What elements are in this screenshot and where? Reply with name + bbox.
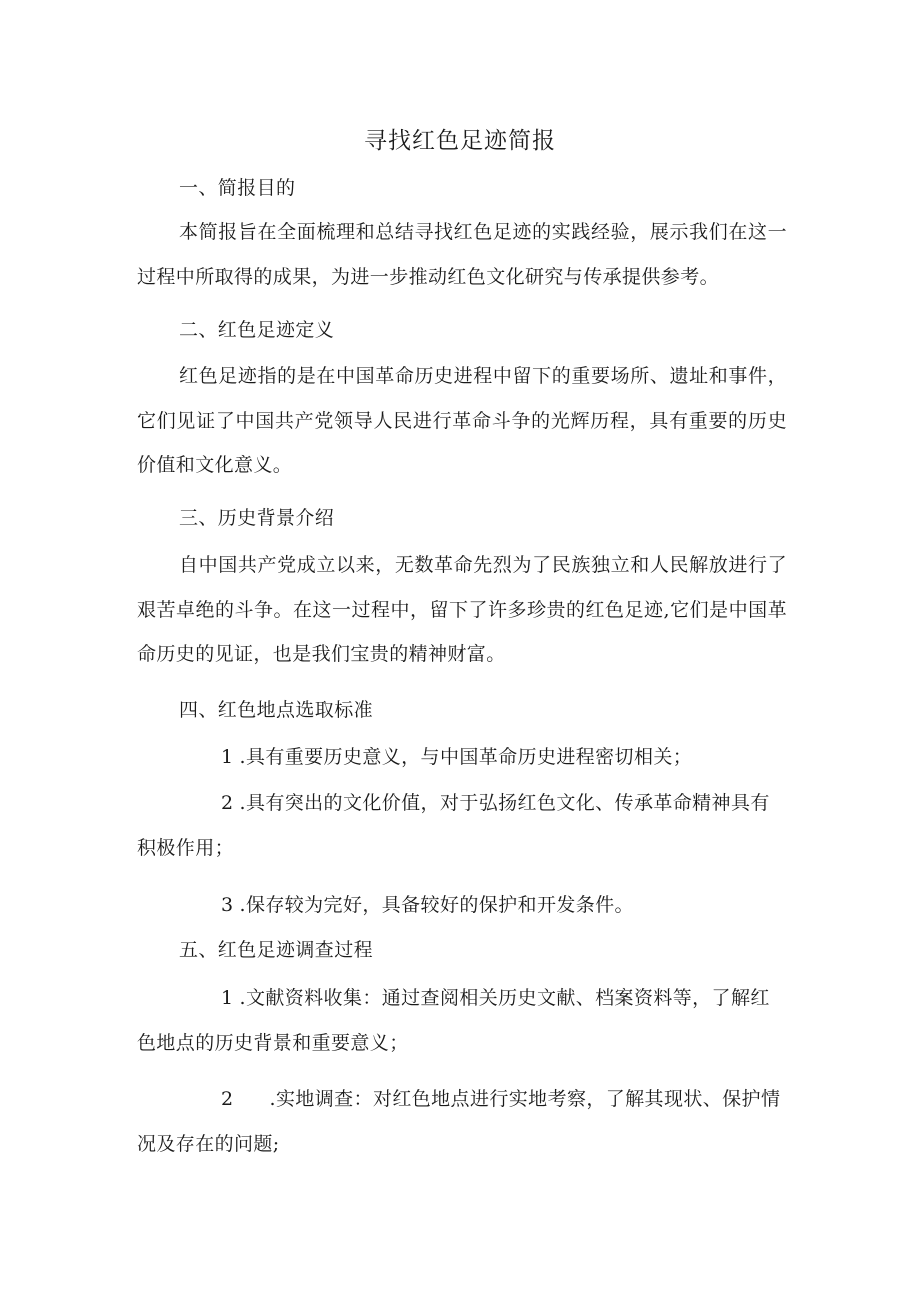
- list-item-number: 3: [221, 894, 234, 916]
- list-item-text: .保存较为完好，具备较好的保护和开发条件。: [239, 894, 634, 916]
- section-paragraph-background: 自中国共产党成立以来，无数革命先烈为了民族独立和人民解放进行了艰苦卓绝的斗争。在这一过程中，留下了许多珍贵的红色足迹,它们是中国革命历史的见证，也是我们宝贵的精神财富。: [137, 554, 787, 665]
- list-item: [137, 883, 787, 928]
- list-item-number: 2: [221, 1088, 234, 1110]
- list-item: [137, 976, 787, 1065]
- document-title: 寻找红色足迹简报: [364, 128, 556, 154]
- list-item: [137, 1077, 787, 1166]
- list-item: [137, 735, 787, 780]
- section-heading-investigation: 五、红色足迹调查过程: [179, 939, 374, 961]
- list-item-number: 2: [221, 792, 234, 814]
- section-paragraph-definition: 红色足迹指的是在中国革命历史进程中留下的重要场所、遗址和事件，它们见证了中国共产党领导人民进行革命斗争的光辉历程，具有重要的历史价值和文化意义。: [137, 365, 787, 476]
- list-item-text: .具有重要历史意义，与中国革命历史进程密切相关；: [239, 746, 693, 768]
- list-item: [137, 781, 787, 870]
- list-item-number: 1: [221, 746, 234, 768]
- section-heading-purpose: 一、简报目的: [179, 177, 296, 199]
- list-item-text: .实地调查：对红色地点进行实地考察，了解其现状、保护情况及存在的问题;: [137, 1088, 781, 1155]
- list-item-number: 1: [221, 987, 234, 1009]
- section-paragraph-purpose: 本简报旨在全面梳理和总结寻找红色足迹的实践经验，展示我们在这一过程中所取得的成果，为进一步推动红色文化研究与传承提供参考。: [137, 221, 787, 288]
- section-heading-criteria: 四、红色地点选取标准: [179, 699, 374, 721]
- list-item-text: .具有突出的文化价值，对于弘扬红色文化、传承革命精神具有积极作用；: [137, 792, 770, 859]
- section-heading-definition: 二、红色足迹定义: [179, 319, 335, 341]
- list-item-text: .文献资料收集：通过查阅相关历史文献、档案资料等，了解红色地点的历史背景和重要意义；: [137, 987, 770, 1054]
- section-heading-background: 三、历史背景介绍: [179, 507, 335, 529]
